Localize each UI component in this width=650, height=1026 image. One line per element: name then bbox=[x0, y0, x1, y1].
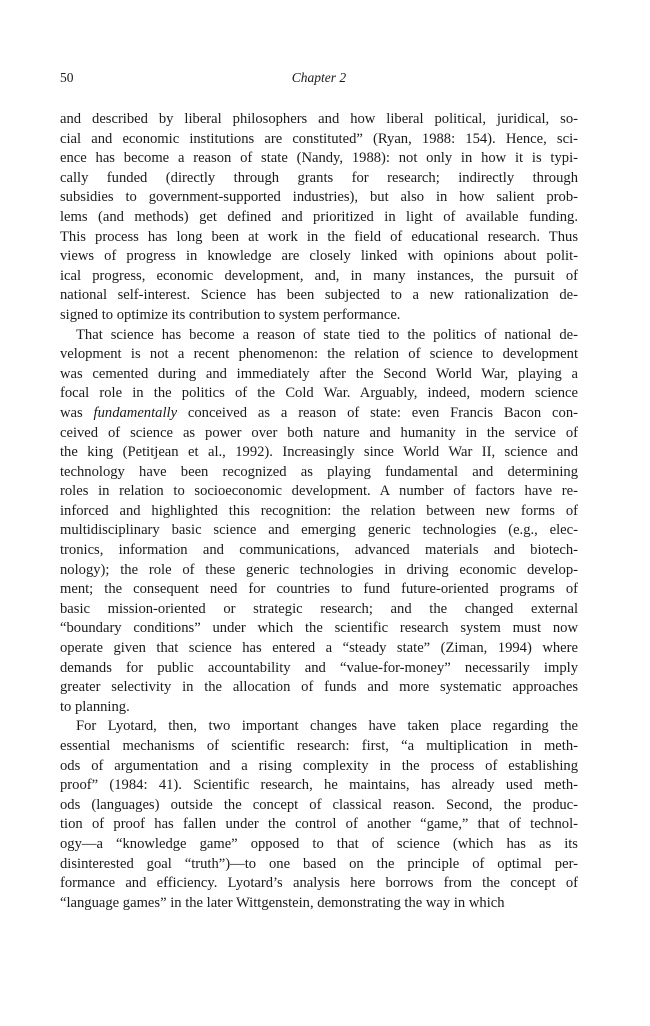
page-header bbox=[60, 70, 578, 92]
text-line: formance and efficiency. Lyotard’s analysis here borrows from the concept of bbox=[60, 875, 578, 892]
running-head: Chapter 2 bbox=[291, 70, 347, 85]
text-line: That science has become a reason of state tied to the politics of national de- bbox=[76, 326, 578, 343]
text-line: focal role in the politics of the Cold War. Arguably, indeed, modern science bbox=[60, 385, 578, 402]
text-line: This process has long been at work in the field of educational research. Thus bbox=[60, 228, 578, 245]
text-line: ods (languages) outside the concept of classical reason. Second, the produc- bbox=[60, 796, 578, 813]
text-line: tronics, information and communications, advanced materials and biotech- bbox=[60, 542, 578, 559]
text-line: “language games” in the later Wittgenstein, demonstrating the way in which bbox=[60, 894, 505, 911]
paragraph bbox=[60, 326, 578, 718]
paragraph bbox=[60, 717, 578, 913]
text-line: multidisciplinary basic science and emerging generic technologies (e.g., elec- bbox=[60, 522, 578, 539]
text-line: essential mechanisms of scientific research: first, “a multiplication in meth- bbox=[60, 738, 578, 754]
text-line: “boundary conditions” under which the scientific research system must now bbox=[60, 620, 578, 637]
text-line: views of progress in knowledge are closely linked with opinions about polit- bbox=[60, 248, 578, 265]
text-line: was cemented during and immediately after the Second World War, playing a bbox=[60, 365, 578, 382]
text-line: to planning. bbox=[60, 698, 130, 715]
text-line: greater selectivity in the allocation of funds and more systematic approaches bbox=[60, 679, 578, 696]
text-line: the king (Petitjean et al., 1992). Increasingly since World War II, science and bbox=[60, 444, 578, 461]
text-line: ical progress, economic development, and, in many instances, the pursuit of bbox=[60, 267, 578, 284]
text-line: was fundamentally conceived as a reason of state: even Francis Bacon con- bbox=[60, 404, 578, 421]
text-line: disinterested goal “truth”)—to one based on the principle of optimal per- bbox=[60, 855, 578, 872]
text-line: proof” (1984: 41). Scientific research, he maintains, has already used meth- bbox=[60, 777, 578, 794]
text-line: For Lyotard, then, two important changes have taken place regarding the bbox=[76, 718, 578, 735]
text-line: and described by liberal philosophers and how liberal political, juridical, so- bbox=[60, 111, 578, 127]
text-line: operate given that science has entered a “steady state” (Ziman, 1994) where bbox=[60, 640, 578, 657]
text-line: cally funded (directly through grants for research; indirectly through bbox=[60, 169, 578, 186]
text-line: technology have been recognized as playing fundamental and determining bbox=[60, 463, 578, 480]
text-line: national self-interest. Science has been subjected to a new rationalization de- bbox=[60, 287, 578, 304]
text-line: signed to optimize its contribution to system performance. bbox=[60, 306, 401, 323]
text-line: basic mission-oriented or strategic research; and the changed external bbox=[60, 600, 578, 617]
page-number: 50 bbox=[60, 70, 74, 85]
text-line: demands for public accountability and “value-for-money” necessarily imply bbox=[60, 659, 578, 676]
body-text bbox=[60, 110, 578, 913]
text-line: ence has become a reason of state (Nandy, 1988): not only in how it is typi- bbox=[60, 150, 578, 167]
text-line: velopment is not a recent phenomenon: the relation of science to development bbox=[60, 346, 578, 363]
text-line: ogy—a “knowledge game” opposed to that of science (which has as its bbox=[60, 835, 578, 852]
emphasis: fundamentally bbox=[93, 404, 178, 421]
text-line: roles in relation to socioeconomic development. A number of factors have re- bbox=[60, 483, 578, 500]
text-line: ceived of science as power over both nature and humanity in the service of bbox=[60, 424, 578, 441]
text-line: nology); the role of these generic technologies in driving economic develop- bbox=[60, 561, 578, 578]
text-line: inforced and highlighted this recognition: the relation between new forms of bbox=[60, 502, 578, 519]
text-line: ods of argumentation and a rising complexity in the process of establishing bbox=[60, 757, 578, 774]
paragraph bbox=[60, 110, 578, 326]
text-line: subsidies to government-supported industries), but also in how salient prob- bbox=[60, 189, 578, 206]
text-line: tion of proof has fallen under the control of another “game,” that of technol- bbox=[60, 816, 578, 833]
text-line: ment; the consequent need for countries to fund future-oriented programs of bbox=[60, 581, 578, 598]
text-line: lems (and methods) get defined and prioritized in light of available funding. bbox=[60, 208, 578, 225]
text-line: cial and economic institutions are constituted” (Ryan, 1988: 154). Hence, sci- bbox=[60, 130, 578, 147]
book-page bbox=[60, 70, 578, 913]
